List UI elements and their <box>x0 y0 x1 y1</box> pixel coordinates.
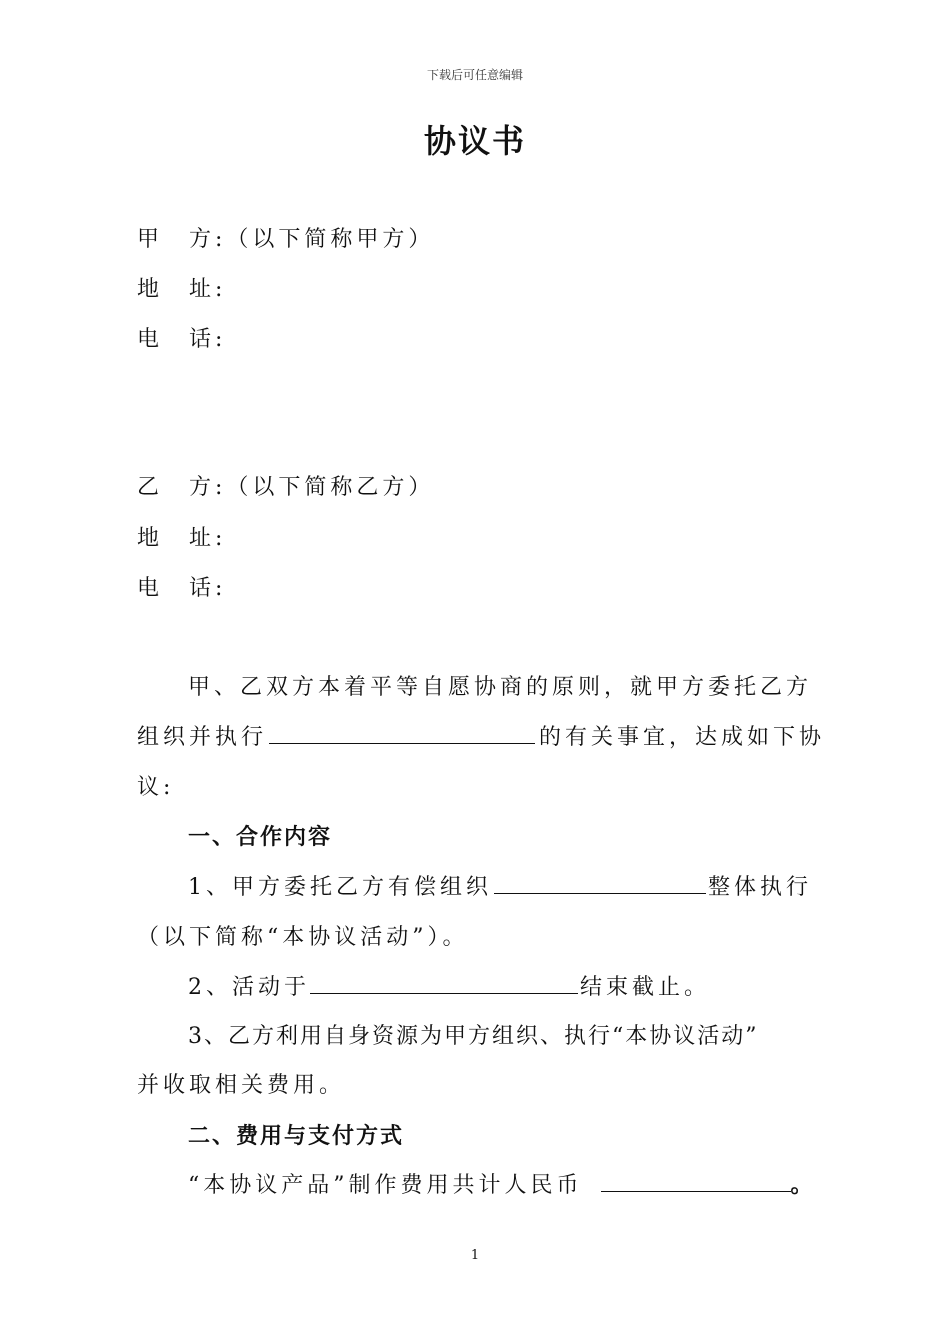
fee-line <box>188 1168 817 1199</box>
section-1-item-1-line-2: （以下简称“本协议活动”）。 <box>137 925 469 950</box>
intro-line-1: 甲、乙双方本着平等自愿协商的原则，就甲方委托乙方 <box>188 675 813 700</box>
item-1-start: 1、甲方委托乙方有偿组织 <box>188 875 492 900</box>
party-b-phone-label: 电 话: <box>137 576 227 601</box>
party-a-phone-label: 电 话: <box>137 327 227 352</box>
organize-blank-field[interactable] <box>494 871 706 894</box>
project-blank-field[interactable] <box>269 721 535 744</box>
party-a-note: （以下简称甲方） <box>226 227 435 252</box>
section-1-heading: 一、合作内容 <box>188 824 333 850</box>
intro-line-2-end: 的有关事宜，达成如下协 <box>539 725 826 750</box>
party-b-note: （以下简称乙方） <box>226 475 435 500</box>
fee-text: “本协议产品”制作费用共计人民币 <box>188 1173 583 1198</box>
section-1-item-1 <box>188 870 812 901</box>
header-note: 下载后可任意编辑 <box>426 68 523 82</box>
intro-line-3: 议: <box>137 775 175 800</box>
end-date-blank-field[interactable] <box>310 971 578 994</box>
intro-line-2-start: 组织并执行 <box>137 725 268 750</box>
fee-period: 。 <box>790 1172 817 1198</box>
section-1-item-2 <box>188 970 710 1001</box>
intro-line-2 <box>137 720 825 751</box>
item-2-end: 结束截止。 <box>580 975 711 1000</box>
party-a-label: 甲 方: <box>137 227 227 252</box>
party-b-label: 乙 方: <box>137 475 227 500</box>
item-1-end: 整体执行 <box>708 875 813 900</box>
fee-amount-blank-field[interactable] <box>601 1169 791 1192</box>
section-1-item-3-line-2: 并收取相关费用。 <box>137 1073 346 1098</box>
section-2-heading: 二、费用与支付方式 <box>188 1123 405 1149</box>
party-b-address-label: 地 址: <box>137 526 227 551</box>
document-title: 协议书 <box>423 122 526 160</box>
party-a-name-row <box>137 222 434 253</box>
section-1-item-3-line-1: 3、乙方利用自身资源为甲方组织、执行“本协议活动” <box>188 1024 759 1049</box>
party-b-name-row <box>137 470 434 501</box>
party-a-address-label: 地 址: <box>137 277 227 302</box>
page-number: 1 <box>470 1248 480 1263</box>
item-2-start: 2、活动于 <box>188 975 310 1000</box>
